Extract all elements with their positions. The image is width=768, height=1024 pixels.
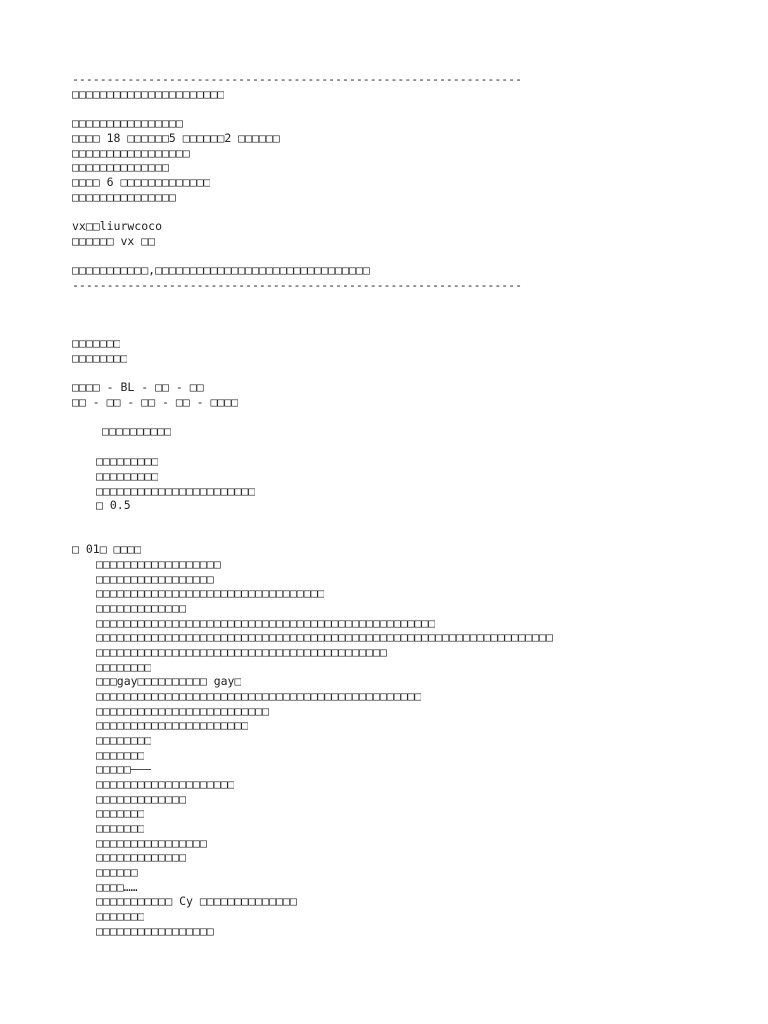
chapter-line: □□□□□□□ <box>96 748 145 762</box>
chapter-line: □□□□□□□□□□□□□□□□□□□□□□□□□□□□□□□□□ <box>96 586 325 600</box>
book-tags: □□□□ - BL - □□ - □□ <box>72 380 204 394</box>
chapter-line: □□□□□——— <box>96 762 152 776</box>
chapter-line: □□□□□□□□□□□□□□□□□ <box>96 924 214 938</box>
chapter-line: □□□□□□□□□□□□□□□□□□ <box>96 557 221 571</box>
book-author: □□□□□□□□ <box>72 351 128 365</box>
chapter-line: □□□□□□□□□□□□□ <box>96 792 187 806</box>
chapter-line: □□□□□□□□□□□□□□□□□ <box>96 572 214 586</box>
chapter-line: □□□□□□□□□□□ Cy □□□□□□□□□□□□□□ <box>96 894 297 908</box>
header-line: □□□□□□□□□□□□□□ <box>72 160 169 174</box>
chapter-line: □□□□□□□□□□□□□□□□□□□□□□□□□□□□□□□□□□□□□□□□□□□□□□□ <box>96 689 422 703</box>
chapter-line: □□□□□□□ <box>96 909 145 923</box>
chapter-line: □□□gay□□□□□□□□□□ gay□ <box>96 674 242 688</box>
chapter-line: □□□□□□□□□□□□□□□□□□□□□□□□□□□□□□□□□□□□□□□□□□□□□□□□□□□□□□□□□□□□□□□□□□ <box>96 630 553 644</box>
chapter-line: □□□□□□□□ <box>96 660 152 674</box>
book-tags: □□ - □□ - □□ - □□ - □□□□ <box>72 395 239 409</box>
chapter-line: □□□□□□□ <box>96 806 145 820</box>
chapter-line: □□□□□□□□ <box>96 733 152 747</box>
contact-line: vx□□liurwcoco <box>72 219 163 233</box>
header-line: □□□□ 6 □□□□□□□□□□□□□ <box>72 175 211 189</box>
chapter-line: □□□□□□□ <box>96 821 145 835</box>
chapter-title: □ 01□ □□□□ <box>72 542 142 556</box>
chapter-line: □□□□□□□□□□□□□□□□□□□□ <box>96 777 235 791</box>
contact-line: □□□□□□ vx □□ <box>72 234 156 248</box>
chapter-line: □□□□□□□□□□□□□ <box>96 601 187 615</box>
header-line: □□□□□□□□□□□□□□□□ <box>72 116 183 130</box>
chapter-line: □□□□□□□□□□□□□□□□□□□□□□ <box>96 718 249 732</box>
chapter-line: □□□□…… <box>96 880 138 894</box>
header-line: □□□□□□□□□□□□□□□ <box>72 190 176 204</box>
header-line: □□□□ 18 □□□□□□5 □□□□□□2 □□□□□□ <box>72 131 280 145</box>
book-info-line: □□□□□□□□□ <box>96 469 159 483</box>
chapter-line: □□□□□□□□□□□□□ <box>96 850 187 864</box>
header-line: □□□□□□□□□□□□□□□□□□□□□□ <box>72 87 225 101</box>
book-summary-heading: □□□□□□□□□□ <box>102 424 172 438</box>
separator-top: ----------------------------------------------------------------- <box>72 72 523 86</box>
chapter-line: □□□□□□ <box>96 865 138 879</box>
chapter-line: □□□□□□□□□□□□□□□□ <box>96 836 207 850</box>
book-info-line: □□□□□□□□□ <box>96 454 159 468</box>
book-title: □□□□□□□ <box>72 336 121 350</box>
notice-line: □□□□□□□□□□□,□□□□□□□□□□□□□□□□□□□□□□□□□□□□□□□ <box>72 263 370 277</box>
separator-bottom: ----------------------------------------------------------------- <box>72 278 523 292</box>
chapter-line: □□□□□□□□□□□□□□□□□□□□□□□□□ <box>96 704 270 718</box>
book-info-line: □ 0.5 <box>96 498 131 512</box>
header-line: □□□□□□□□□□□□□□□□□ <box>72 146 190 160</box>
chapter-line: □□□□□□□□□□□□□□□□□□□□□□□□□□□□□□□□□□□□□□□□□□□□□□□□□ <box>96 616 436 630</box>
chapter-line: □□□□□□□□□□□□□□□□□□□□□□□□□□□□□□□□□□□□□□□□□□ <box>96 645 387 659</box>
book-info-line: □□□□□□□□□□□□□□□□□□□□□□□ <box>96 484 256 498</box>
